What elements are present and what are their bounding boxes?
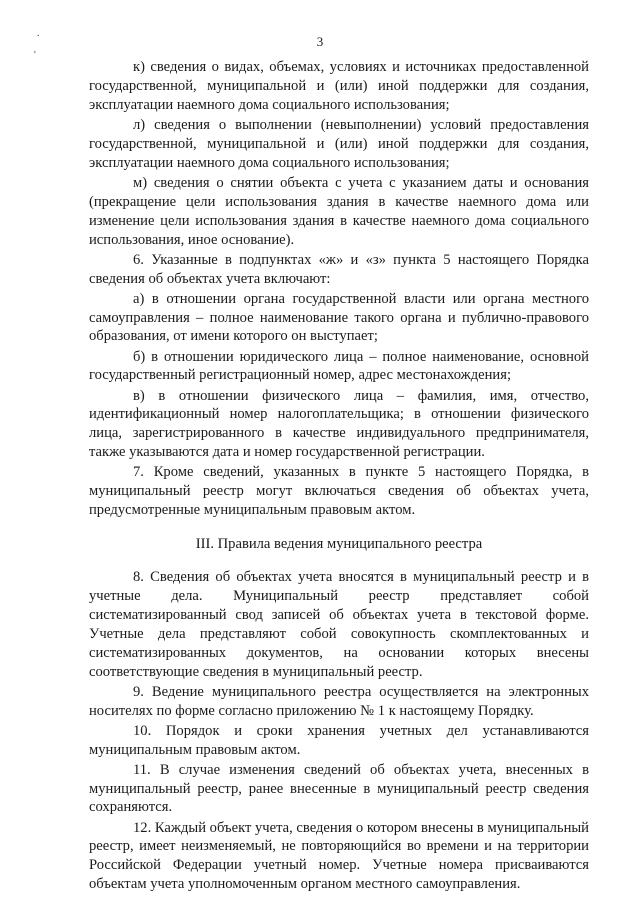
- paragraph-6: 6. Указанные в подпунктах «ж» и «з» пункта 5 настоящего Порядка сведения об объектах учета включают:: [89, 251, 589, 287]
- document-body: [89, 58, 589, 895]
- paragraph-6a: а) в отношении органа государственной власти или органа местного самоуправления – полное наименование такого органа и публично-правового образования, от имени которого он выступает;: [89, 290, 589, 345]
- margin-mark: .: [37, 28, 40, 39]
- paragraph-10: 10. Порядок и сроки хранения учетных дел устанавливаются муниципальным правовым актом.: [89, 722, 589, 758]
- paragraph-item-m: м) сведения о снятии объекта с учета с указанием даты и основания (прекращение цели использования здания в качестве наемного дома или изменение цели использования здания в качестве наемного дома социального использования, иное основание).: [89, 174, 589, 248]
- paragraph-9: 9. Ведение муниципального реестра осуществляется на электронных носителях по форме согласно приложению № 1 к настоящему Порядку.: [89, 683, 589, 719]
- paragraph-11: 11. В случае изменения сведений об объектах учета, внесенных в муниципальный реестр, ранее внесенные в муниципальный реестр сведения сохраняются.: [89, 761, 589, 816]
- paragraph-12: 12. Каждый объект учета, сведения о котором внесены в муниципальный реестр, имеет неизменяемый, не повторяющийся во времени и на территории Российской Федерации учетный номер. Учетные номера присваиваются объектам учета уполномоченным органом местного самоуправления.: [89, 819, 589, 893]
- section-heading: III. Правила ведения муниципального реестра: [195, 536, 483, 553]
- paragraph-6v: в) в отношении физического лица – фамилия, имя, отчество, идентификационный номер налогоплательщика; в отношении физического лица, зарегистрированного в качестве индивидуального предпринимателя, также указываются дата и номер государственной регистрации.: [89, 387, 589, 461]
- margin-mark: ': [34, 50, 36, 61]
- paragraph-8: 8. Сведения об объектах учета вносятся в муниципальный реестр и в учетные дела. Муниципальный реестр представляет собой систематизированный свод записей об объектах учета в текстовой форме. Учетные дела представляют собой совокупность скомплектованных и систематизированных документов, на основании которых внесены соответствующие сведения в муниципальный реестр.: [89, 568, 589, 680]
- paragraph-item-l: л) сведения о выполнении (невыполнении) условий предоставления государственной, муниципальной и (или) иной поддержки для создания, эксплуатации наемного дома социального использования;: [89, 116, 589, 171]
- paragraph-item-k: к) сведения о видах, объемах, условиях и источниках предоставленной государственной, муниципальной и (или) иной поддержки для создания, эксплуатации наемного дома социального использования;: [89, 59, 589, 113]
- paragraph-7: 7. Кроме сведений, указанных в пункте 5 настоящего Порядка, в муниципальный реестр могут включаться сведения об объектах учета, предусмотренные муниципальным правовым актом.: [89, 464, 589, 519]
- page-number: 3: [316, 34, 324, 49]
- paragraph-6b: б) в отношении юридического лица – полное наименование, основной государственный регистрационный номер, адрес местонахождения;: [89, 348, 589, 384]
